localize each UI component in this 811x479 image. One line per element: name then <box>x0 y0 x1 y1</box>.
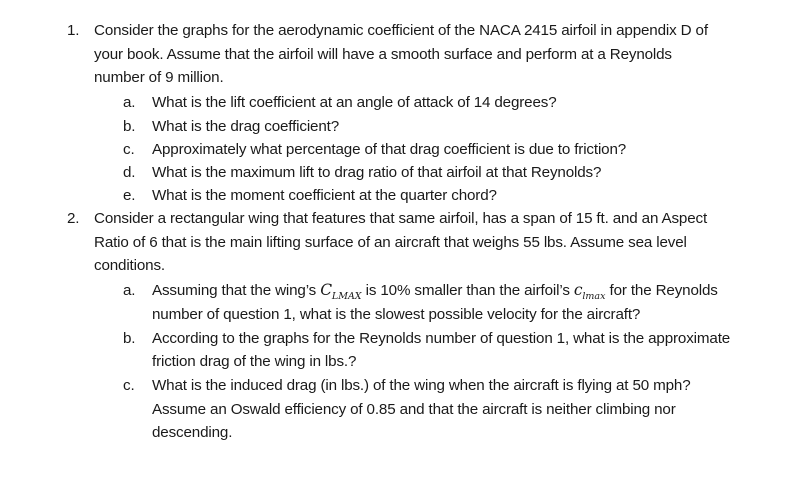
question-text-line: your book. Assume that the airfoil will have a smooth surface and perform at a Reynolds <box>94 46 672 63</box>
text-segment: Assuming that the wing’s <box>152 282 321 299</box>
question-text-line: Consider a rectangular wing that features that same airfoil, has a span of 15 ft. and an Aspect <box>94 210 708 227</box>
symbol-base: c <box>573 281 583 299</box>
text-segment: is 10% smaller than the airfoil’s <box>361 282 574 299</box>
sub-question-text: friction drag of the wing in lbs.? <box>152 353 357 370</box>
sub-question-text <box>152 283 718 302</box>
question-text-line: number of 9 million. <box>94 69 224 86</box>
sub-question-label: a. <box>123 282 136 299</box>
text-segment: for the Reynolds <box>605 282 718 299</box>
wing-max-lift-coefficient-symbol <box>320 281 362 302</box>
symbol-base: C <box>320 281 332 299</box>
sub-question-text: What is the induced drag (in lbs.) of the wing when the aircraft is flying at 50 mph? <box>152 377 691 394</box>
sub-question-text: According to the graphs for the Reynolds number of question 1, what is the approximate <box>152 330 731 347</box>
sub-question-text: What is the moment coefficient at the quarter chord? <box>152 187 497 204</box>
sub-question-text: Assume an Oswald efficiency of 0.85 and that the aircraft is neither climbing nor <box>152 401 676 418</box>
sub-question-text: descending. <box>152 424 233 441</box>
sub-question-label: a. <box>123 94 136 111</box>
sub-question-text: number of question 1, what is the slowest possible velocity for the aircraft? <box>152 306 641 323</box>
symbol-subscript: lmax <box>582 291 606 302</box>
question-text-line: conditions. <box>94 257 165 274</box>
airfoil-max-lift-coefficient-symbol <box>573 281 606 302</box>
sub-question-text: What is the maximum lift to drag ratio of that airfoil at that Reynolds? <box>152 164 602 181</box>
question-number: 2. <box>67 210 80 227</box>
sub-question-text: Approximately what percentage of that drag coefficient is due to friction? <box>152 141 627 158</box>
sub-question-label: d. <box>123 164 136 181</box>
question-text-line: Consider the graphs for the aerodynamic coefficient of the NACA 2415 airfoil in appendix D of <box>94 22 708 39</box>
question-number: 1. <box>67 22 80 39</box>
sub-question-label: c. <box>123 377 135 394</box>
sub-question-label: b. <box>123 118 136 135</box>
question-text-line: Ratio of 6 that is the main lifting surface of an aircraft that weighs 55 lbs. Assume sea level <box>94 234 687 251</box>
sub-question-text: What is the drag coefficient? <box>152 118 340 135</box>
sub-question-text: What is the lift coefficient at an angle of attack of 14 degrees? <box>152 94 557 111</box>
sub-question-label: b. <box>123 330 136 347</box>
symbol-subscript: LMAX <box>331 291 362 302</box>
sub-question-label: c. <box>123 141 135 158</box>
sub-question-label: e. <box>123 187 136 204</box>
